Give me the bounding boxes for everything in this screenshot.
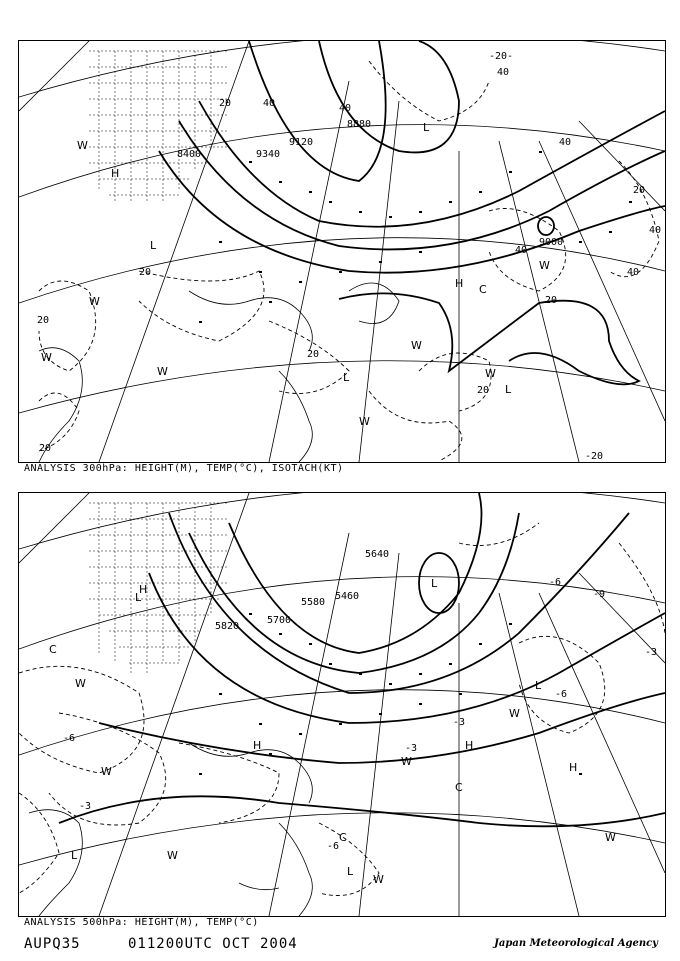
warm-center: W — [485, 367, 496, 380]
height-label: 8880 — [347, 119, 372, 130]
warm-center: W — [41, 351, 52, 364]
warm-center: W — [605, 831, 616, 844]
isotach-label: 40 — [649, 225, 662, 236]
hatched-region — [89, 503, 229, 673]
height-label: 9120 — [289, 137, 314, 148]
height-label: 5700 — [267, 615, 292, 626]
map-panel-500hpa — [18, 492, 666, 917]
low-center: L — [347, 865, 354, 878]
caption-500hpa: ANALYSIS 500hPa: HEIGHT(M), TEMP(°C) — [24, 917, 259, 928]
cold-center: C — [339, 831, 347, 844]
graticule — [19, 493, 665, 916]
height-label: 5640 — [365, 549, 390, 560]
warm-center: W — [539, 259, 550, 272]
isotach-label: 20 — [307, 349, 320, 360]
isotach-label: 20 — [633, 185, 646, 196]
warm-center: W — [77, 139, 88, 152]
temp-label: -6 — [555, 689, 568, 700]
cold-center: C — [455, 781, 463, 794]
cold-center: C — [479, 283, 487, 296]
warm-center: W — [411, 339, 422, 352]
height-label: 9000 — [539, 237, 564, 248]
temp-label: -3 — [453, 717, 466, 728]
temp-label: -6 — [327, 841, 340, 852]
low-center: L — [505, 383, 512, 396]
warm-center: W — [401, 755, 412, 768]
height-label: 5820 — [215, 621, 240, 632]
high-center: H — [465, 739, 474, 752]
high-center: H — [253, 739, 262, 752]
isotach-label: 20 — [477, 385, 490, 396]
isotach-label: 20 — [545, 295, 558, 306]
low-center: L — [150, 239, 157, 252]
map-panel-300hpa — [18, 40, 666, 463]
high-center: H — [111, 167, 120, 180]
map-500hpa-graphic — [19, 493, 665, 916]
warm-center: W — [509, 707, 520, 720]
isotach-label: 40 — [515, 245, 528, 256]
low-center: L — [71, 849, 78, 862]
low-center: L — [535, 679, 542, 692]
isotach-label: 40 — [263, 98, 276, 109]
high-center: H — [455, 277, 464, 290]
height-label: 8400 — [177, 149, 202, 160]
warm-center: W — [373, 873, 384, 886]
temp-label: -3 — [645, 647, 658, 658]
high-center: H — [139, 583, 148, 596]
height-label: 5580 — [301, 597, 326, 608]
temp-label: -6 — [549, 577, 562, 588]
agency-name: Japan Meteorological Agency — [494, 938, 658, 949]
temp-label: -3 — [405, 743, 418, 754]
high-center: H — [569, 761, 578, 774]
issue-time: 011200UTC OCT 2004 — [128, 936, 298, 952]
temp-label: -6 — [63, 733, 76, 744]
low-center: L — [343, 371, 350, 384]
isotach-label: 20 — [139, 267, 152, 278]
warm-center: W — [157, 365, 168, 378]
temp-label: -9 — [593, 589, 606, 600]
isotach-label: -20- — [489, 51, 514, 62]
isotach-label: 40 — [627, 267, 640, 278]
warm-center: W — [89, 295, 100, 308]
isotach-label: 40 — [339, 103, 352, 114]
height-contours — [159, 41, 665, 384]
isotach-label: 40 — [559, 137, 572, 148]
cold-center: C — [49, 643, 57, 656]
height-contours — [59, 493, 665, 826]
isotach-label: 20 — [219, 98, 232, 109]
isotach-label: 40 — [497, 67, 510, 78]
warm-center: W — [167, 849, 178, 862]
hatched-region — [89, 51, 232, 201]
height-label: 5460 — [335, 591, 360, 602]
temp-label: -20 — [585, 451, 604, 462]
temp-label: -3 — [79, 801, 92, 812]
low-center: L — [423, 121, 430, 134]
isotach-label: 20 — [39, 443, 52, 454]
chart-code: AUPQ35 — [24, 936, 81, 952]
warm-center: W — [101, 765, 112, 778]
map-300hpa-graphic — [19, 41, 665, 462]
height-label: 9340 — [256, 149, 281, 160]
isotach-label: 20 — [37, 315, 50, 326]
low-center: L — [431, 577, 438, 590]
low-center: L — [135, 591, 142, 604]
warm-center: W — [359, 415, 370, 428]
warm-center: W — [75, 677, 86, 690]
caption-300hpa: ANALYSIS 300hPa: HEIGHT(M), TEMP(°C), ISOTACH(KT) — [24, 463, 344, 474]
